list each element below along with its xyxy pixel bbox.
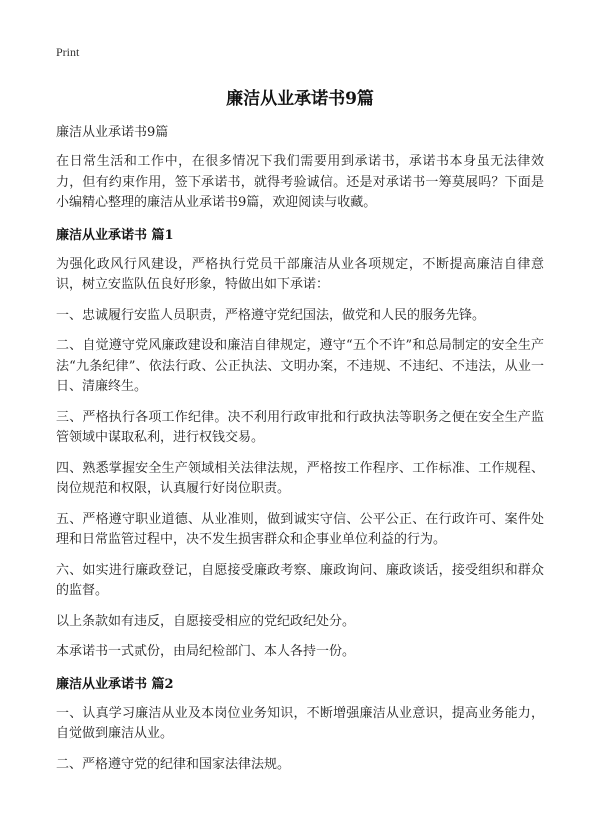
section-1-paragraph: 四、熟悉掌握安全生产领域相关法律法规，严格按工作程序、工作标准、工作规程、岗位规范和权限，认真履行好岗位职责。 (56, 460, 544, 496)
section-heading-1: 廉洁从业承诺书 篇1 (56, 227, 174, 243)
section-1-paragraph: 五、严格遵守职业道德、从业准则，做到诚实守信、公平公正、在行政许可、案件处理和日常监管过程中，决不发生损害群众和企事业单位利益的行为。 (56, 511, 544, 547)
document-subtitle: 廉洁从业承诺书9篇 (56, 125, 169, 140)
section-2-paragraph: 一、认真学习廉洁从业及本岗位业务知识，不断增强廉洁从业意识，提高业务能力，自觉做到廉洁从业。 (56, 705, 544, 741)
document-title: 廉洁从业承诺书9篇 (226, 89, 374, 109)
print-link[interactable]: Print (56, 45, 80, 59)
section-1-paragraph: 以上条款如有违反，自愿接受相应的党纪政纪处分。 (56, 613, 356, 629)
section-1-paragraph: 六、如实进行廉政登记，自愿接受廉政考察、廉政询问、廉政谈话，接受组织和群众的监督。 (56, 562, 544, 598)
section-1-paragraph: 二、自觉遵守党风廉政建设和廉洁自律规定，遵守“五个不许”和总局制定的安全生产法“九条纪律”、依法行政、公正执法、文明办案，不违规、不违纪、不违法，从业一日、清廉终生。 (56, 338, 544, 394)
intro-paragraph: 在日常生活和工作中，在很多情况下我们需要用到承诺书，承诺书本身虽无法律效力，但有约束作用，签下承诺书，就得考验诚信。还是对承诺书一筹莫展吗？下面是小编精心整理的廉洁从业承诺书9篇，欢迎阅读与收藏。 (56, 154, 544, 210)
section-2-paragraph: 二、严格遵守党的纪律和国家法律法规。 (56, 756, 291, 772)
section-1-paragraph: 为强化政风行风建设，严格执行党员干部廉洁从业各项规定，不断提高廉洁自律意识，树立安监队伍良好形象，特做出如下承诺： (56, 256, 544, 292)
section-heading-2: 廉洁从业承诺书 篇2 (56, 676, 174, 692)
section-1-paragraph: 本承诺书一式贰份，由局纪检部门、本人各持一份。 (56, 644, 356, 659)
section-1-paragraph: 一、忠诚履行安监人员职责，严格遵守党纪国法，做党和人民的服务先锋。 (56, 307, 486, 323)
section-1-paragraph: 三、严格执行各项工作纪律。决不利用行政审批和行政执法等职务之便在安全生产监管领域中谋取私利，进行权钱交易。 (56, 409, 544, 445)
